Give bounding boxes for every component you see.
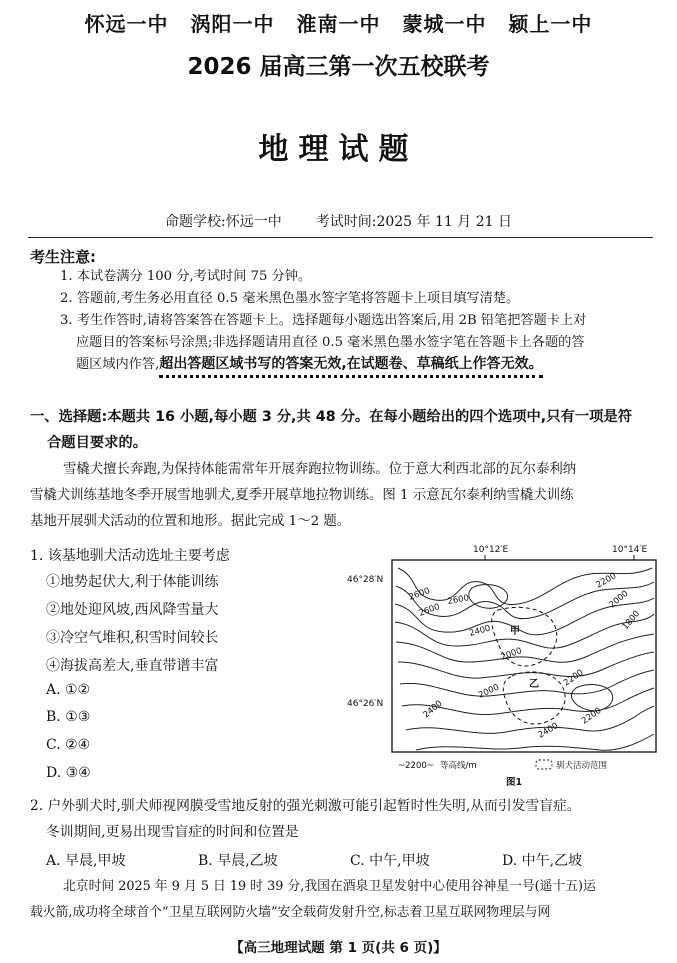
q1-option-c: C. ②④ — [46, 737, 91, 753]
note-line-5-lead: 题区域内作答, — [76, 357, 160, 372]
passage1-line-2: 雪橇犬训练基地冬季开展雪地驯犬,夏季开展草地拉物训练。图 1 示意瓦尔泰利纳雪橇犬训练 — [30, 488, 574, 503]
legend-area-label: 驯犬活动范围 — [556, 761, 608, 771]
q1-option-d: D. ③④ — [46, 765, 91, 781]
svg-text:2600: 2600 — [446, 593, 470, 607]
svg-text:2400: 2400 — [536, 721, 561, 741]
note-line-5 — [76, 354, 543, 375]
note-emphasis: 超出答题区域书写的答案无效,在试题卷、草稿纸上作答无效。 — [159, 356, 542, 378]
lon-label-left: 10°12′E — [473, 545, 509, 555]
exam-meta — [0, 211, 677, 231]
q2-option-c: C. 中午,甲坡 — [350, 853, 430, 869]
q1-item-1: ①地势起伏大,利于体能训练 — [46, 574, 219, 590]
map-legend — [398, 760, 607, 788]
setter-school: 命题学校:怀远一中 — [165, 214, 282, 230]
q1-item-2: ②地处迎风坡,西风降雪量大 — [46, 602, 219, 618]
svg-text:2600: 2600 — [417, 602, 442, 619]
q1-item-3: ③冷空气堆积,积雪时间较长 — [46, 630, 219, 646]
section1-heading-cont: 合题目要求的。 — [47, 435, 148, 451]
q2-option-a: A. 早晨,甲坡 — [46, 853, 126, 869]
svg-text:2400: 2400 — [421, 698, 445, 721]
passage1-line-1: 雪橇犬擅长奔跑,为保持体能需常年开展奔跑拉物训练。位于意大利西北部的瓦尔泰利纳 — [63, 462, 577, 477]
q1-option-a: A. ①② — [46, 682, 91, 698]
q1-item-4: ④海拔高差大,垂直带谱丰富 — [46, 658, 219, 674]
legend-contour-sample: ~2200~ — [398, 761, 434, 771]
svg-text:2000: 2000 — [607, 588, 631, 611]
section1-heading: 一、选择题:本题共 16 小题,每小题 3 分,共 48 分。在每小题给出的四个选项中,只有一项是符 — [30, 409, 633, 425]
note-line-3: 3. 考生作答时,请将答案答在答题卡上。选择题每小题选出答案后,用 2B 铅笔把答题卡上对 — [60, 313, 587, 328]
svg-text:2200: 2200 — [594, 571, 619, 591]
svg-text:1800: 1800 — [620, 608, 643, 632]
svg-text:2400: 2400 — [468, 623, 492, 639]
lon-label-right: 10°14′E — [612, 545, 648, 555]
svg-text:2200: 2200 — [579, 705, 604, 727]
contour-map-figure — [340, 538, 660, 790]
passage2-line-2: 载火箭,成功将全球首个“卫星互联网防火墙”安全载荷发射升空,标志着卫星互联网物理层与网 — [30, 905, 551, 920]
q1-stem: 1. 该基地驯犬活动选址主要考虑 — [30, 548, 230, 564]
q1-option-b: B. ①③ — [46, 709, 91, 725]
legend-area-swatch — [536, 760, 552, 769]
q2-stem-line-1: 2. 户外驯犬时,驯犬师视网膜受雪地反射的强光刺激可能引起暂时性失明,从而引发雪盲症。 — [30, 798, 581, 814]
lat-label-bottom: 46°26′N — [347, 699, 384, 709]
q2-stem-line-2: 冬训期间,更易出现雪盲症的时间和位置是 — [46, 824, 299, 840]
passage2-line-1: 北京时间 2025 年 9 月 5 日 19 时 39 分,我国在酒泉卫星发射中心使用谷神星一号(遥十五)运 — [63, 879, 596, 894]
svg-text:2200: 2200 — [561, 667, 586, 689]
notes-title: 考生注意: — [30, 248, 96, 266]
q2-option-b: B. 早晨,乙坡 — [198, 853, 278, 869]
figure-caption: 图1 — [506, 777, 523, 788]
page-footer: 【高三地理试题 第 1 页(共 6 页)】 — [230, 940, 447, 956]
note-line-2: 2. 答题前,考生务必用直径 0.5 毫米黑色墨水签字笔将答题卡上项目填写清楚。 — [60, 291, 520, 306]
lat-label-top: 46°28′N — [347, 575, 384, 585]
q2-option-d: D. 中午,乙坡 — [502, 853, 583, 869]
passage1-line-3: 基地开展驯犬活动的位置和地形。据此完成 1～2 题。 — [30, 514, 351, 529]
header-divider — [28, 237, 653, 238]
svg-text:2600: 2600 — [407, 586, 432, 603]
svg-text:2000: 2000 — [477, 682, 501, 701]
svg-text:2000: 2000 — [499, 646, 524, 663]
note-line-4: 应题目的答案标号涂黑;非选择题请用直径 0.5 毫米黑色墨水签字笔在答题卡上各题的答 — [76, 335, 585, 350]
place-jia: 甲 — [510, 626, 520, 637]
exam-time: 考试时间:2025 年 11 月 21 日 — [315, 214, 512, 230]
note-line-1: 1. 本试卷满分 100 分,考试时间 75 分钟。 — [60, 269, 312, 284]
legend-contour-label: 等高线/m — [440, 761, 477, 771]
school-list: 怀远一中 涡阳一中 淮南一中 蒙城一中 颍上一中 — [84, 12, 593, 36]
place-yi: 乙 — [529, 679, 539, 690]
subject-title: 地理试题 — [258, 132, 419, 167]
exam-title: 2026 届高三第一次五校联考 — [187, 54, 490, 80]
